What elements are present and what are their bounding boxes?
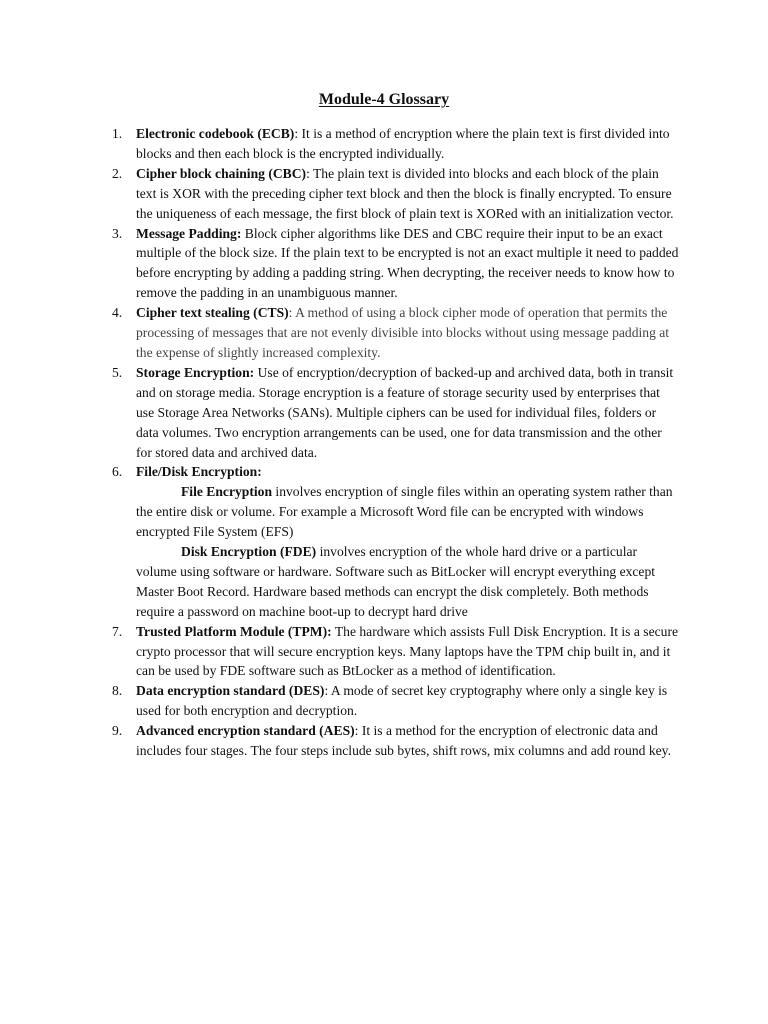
glossary-item-message-padding (0, 224, 681, 304)
item-number: 4. (112, 305, 123, 321)
glossary-term: Data encryption standard (DES) (136, 683, 325, 699)
glossary-term: Electronic codebook (ECB) (136, 126, 295, 141)
item-number: 6. (112, 464, 123, 480)
glossary-term: Trusted Platform Module (TPM): (136, 623, 332, 639)
glossary-definition: : A method of using a block cipher mode of operation that permits the processing of messages that are not evenly divisible into blocks without using message padding at the expense of slightly increased complexity. (136, 305, 670, 360)
sub-paragraph-file-encryption (136, 482, 681, 542)
item-number: 2. (112, 165, 123, 181)
item-number: 5. (112, 364, 123, 380)
glossary-definition: : It is a method for the encryption of electronic data and includes four stages. The four steps include sub bytes, shift rows, mix columns and add round key. (136, 723, 671, 759)
sub-term: File Encryption (181, 484, 273, 500)
page-title: Module-4 Glossary (318, 91, 450, 108)
glossary-item-ecb (0, 124, 681, 164)
glossary-list (0, 124, 768, 761)
glossary-item-des (0, 681, 681, 721)
glossary-term: Message Padding: (136, 225, 242, 241)
glossary-term: Storage Encryption: (136, 364, 255, 380)
glossary-term: Cipher text stealing (CTS) (136, 305, 289, 321)
item-number: 7. (112, 623, 123, 639)
glossary-definition: : It is a method of encryption where the plain text is first divided into blocks and then each block is the encrypted individually. (136, 126, 670, 161)
glossary-definition: The hardware which assists Full Disk Encryption. It is a secure crypto processor that will secure encryption keys. Many laptops have the TPM chip built in, and it can be used by FDE software such as BtLocker as a method of identification. (136, 623, 679, 679)
sub-term: Disk Encryption (FDE) (181, 544, 317, 560)
glossary-term: File/Disk Encryption: (136, 464, 262, 480)
glossary-item-storage-encryption (0, 363, 681, 463)
glossary-definition: Block cipher algorithms like DES and CBC require their input to be an exact multiple of the block size. If the plain text to be encrypted is not an exact multiple it need to padded before encrypting by adding a padding string. When decrypting, the receiver needs to know how to remove the padding in an unambiguous manner. (136, 225, 679, 301)
glossary-item-cbc (0, 164, 681, 224)
glossary-term: Advanced encryption standard (AES) (136, 723, 355, 739)
sub-definition: involves encryption of the whole hard drive or a particular volume using software or hardware. Software such as BitLocker will encrypt everything except Master Boot Record. Hardware based methods can encrypt the disk completely. Both methods require a password on machine boot-up to decrypt hard drive (136, 544, 656, 619)
item-number: 3. (112, 225, 123, 241)
glossary-item-file-disk-encryption (0, 462, 681, 621)
sub-definition: involves encryption of single files within an operating system rather than the entire disk or volume. For example a Microsoft Word file can be encrypted with windows encrypted File System (EFS) (136, 484, 673, 540)
item-number: 1. (112, 126, 123, 141)
glossary-definition: : The plain text is divided into blocks and each block of the plain text is XOR with the preceding cipher text block and then the block is finally encrypted. To ensure the uniqueness of each message, the first block of plain text is XORed with an initialization vector. (136, 165, 674, 221)
glossary-item-cts (0, 303, 681, 363)
sub-paragraph-disk-encryption (136, 542, 681, 622)
glossary-definition: : A mode of secret key cryptography where only a single key is used for both encryption and decryption. (136, 683, 668, 719)
glossary-item-tpm (0, 622, 681, 682)
glossary-definition: Use of encryption/decryption of backed-up and archived data, both in transit and on storage media. Storage encryption is a feature of storage security used by enterprises that use Storage Area Networks (SANs). Multiple ciphers can be used for individual files, folders or data volumes. Two encryption arrangements can be used, one for data transmission and the other for stored data and archived data. (136, 364, 674, 460)
glossary-item-aes (0, 721, 681, 761)
item-number: 9. (112, 723, 123, 739)
glossary-term: Cipher block chaining (CBC) (136, 165, 307, 181)
item-number: 8. (112, 683, 123, 699)
